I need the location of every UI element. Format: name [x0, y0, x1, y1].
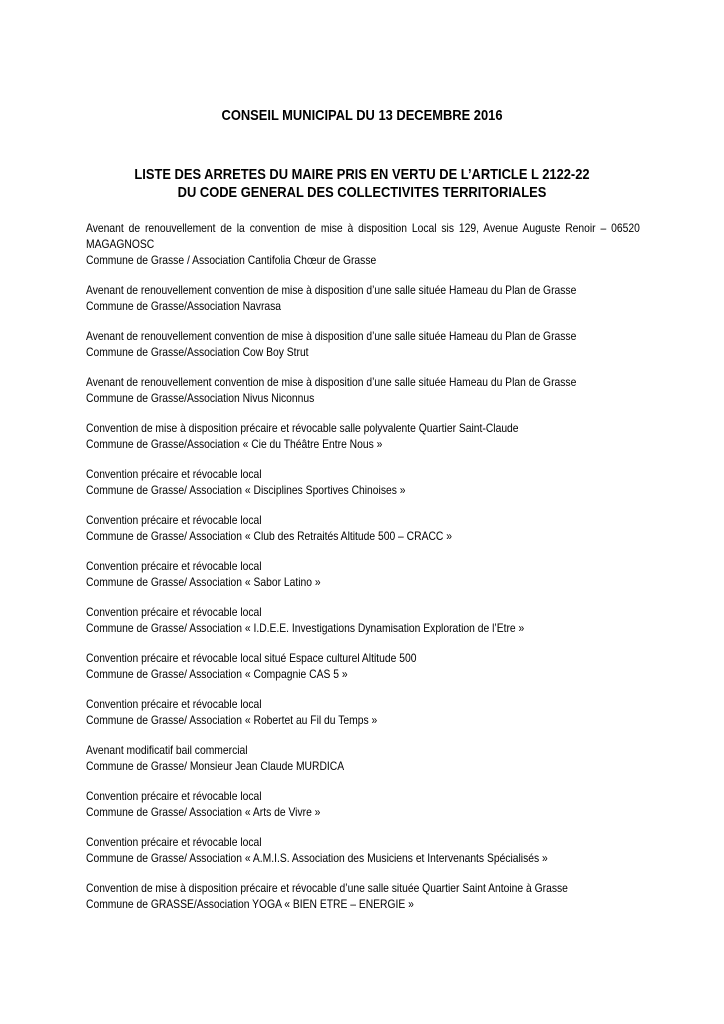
- decree-parties: Commune de Grasse/ Monsieur Jean Claude MURDICA: [86, 759, 345, 773]
- decree-description: Avenant de renouvellement de la convention de mise à disposition Local sis 129, Avenue Auguste Renoir – 06520 MAGAGNOSC: [86, 221, 640, 251]
- decree-description: Convention de mise à disposition précaire et révocable d’une salle située Quartier Saint Antoine à Grasse: [86, 881, 568, 895]
- page-subtitle-line-1: LISTE DES ARRETES DU MAIRE PRIS EN VERTU DE L’ARTICLE L 2122-22: [134, 166, 590, 183]
- decree-description: Avenant de renouvellement convention de mise à disposition d’une salle située Hameau du Plan de Grasse: [86, 283, 577, 297]
- decree-parties: Commune de Grasse/ Association « I.D.E.E. Investigations Dynamisation Exploration de l’Etre »: [86, 621, 525, 635]
- decree-description: Convention précaire et révocable local: [86, 835, 262, 849]
- decree-description: Convention précaire et révocable local: [86, 697, 262, 711]
- list-item: [86, 696, 640, 728]
- list-item: [86, 880, 640, 912]
- list-item: [86, 742, 640, 774]
- decree-parties: Commune de Grasse/ Association « Arts de Vivre »: [86, 805, 321, 819]
- decree-list: [86, 220, 640, 926]
- decree-description: Convention précaire et révocable local: [86, 513, 262, 527]
- list-item: [86, 328, 640, 360]
- decree-parties: Commune de Grasse/ Association « Disciplines Sportives Chinoises »: [86, 483, 406, 497]
- page-subtitle-line-2: DU CODE GENERAL DES COLLECTIVITES TERRITORIALES: [177, 184, 547, 201]
- list-item: [86, 834, 640, 866]
- page-title: CONSEIL MUNICIPAL DU 13 DECEMBRE 2016: [221, 107, 503, 124]
- list-item: [86, 650, 640, 682]
- decree-parties: Commune de Grasse/ Association « Sabor Latino »: [86, 575, 321, 589]
- list-item: [86, 558, 640, 590]
- decree-parties: Commune de Grasse/ Association « Robertet au Fil du Temps »: [86, 713, 378, 727]
- decree-parties: Commune de Grasse/Association Nivus Niconnus: [86, 391, 315, 405]
- list-item: [86, 282, 640, 314]
- decree-parties: Commune de Grasse/ Association « A.M.I.S. Association des Musiciens et Intervenants Spécialisés »: [86, 851, 548, 865]
- decree-description: Convention de mise à disposition précaire et révocable salle polyvalente Quartier Saint-Claude: [86, 421, 519, 435]
- decree-description: Convention précaire et révocable local: [86, 559, 262, 573]
- list-item: [86, 604, 640, 636]
- decree-description: Avenant de renouvellement convention de mise à disposition d’une salle située Hameau du Plan de Grasse: [86, 329, 577, 343]
- decree-description: Avenant modificatif bail commercial: [86, 743, 248, 757]
- list-item: [86, 374, 640, 406]
- decree-parties: Commune de Grasse/Association Navrasa: [86, 299, 282, 313]
- decree-parties: Commune de Grasse / Association Cantifolia Chœur de Grasse: [86, 253, 377, 267]
- decree-parties: Commune de Grasse/Association Cow Boy Strut: [86, 345, 309, 359]
- list-item: [86, 420, 640, 452]
- list-item: [86, 220, 640, 268]
- decree-parties: Commune de Grasse/ Association « Compagnie CAS 5 »: [86, 667, 348, 681]
- decree-description: Convention précaire et révocable local situé Espace culturel Altitude 500: [86, 651, 417, 665]
- decree-description: Convention précaire et révocable local: [86, 467, 262, 481]
- list-item: [86, 788, 640, 820]
- decree-description: Convention précaire et révocable local: [86, 789, 262, 803]
- decree-parties: Commune de GRASSE/Association YOGA « BIEN ETRE – ENERGIE »: [86, 897, 414, 911]
- decree-description: Convention précaire et révocable local: [86, 605, 262, 619]
- decree-parties: Commune de Grasse/Association « Cie du Théâtre Entre Nous »: [86, 437, 383, 451]
- list-item: [86, 512, 640, 544]
- decree-description: Avenant de renouvellement convention de mise à disposition d’une salle située Hameau du Plan de Grasse: [86, 375, 577, 389]
- list-item: [86, 466, 640, 498]
- decree-parties: Commune de Grasse/ Association « Club des Retraités Altitude 500 – CRACC »: [86, 529, 452, 543]
